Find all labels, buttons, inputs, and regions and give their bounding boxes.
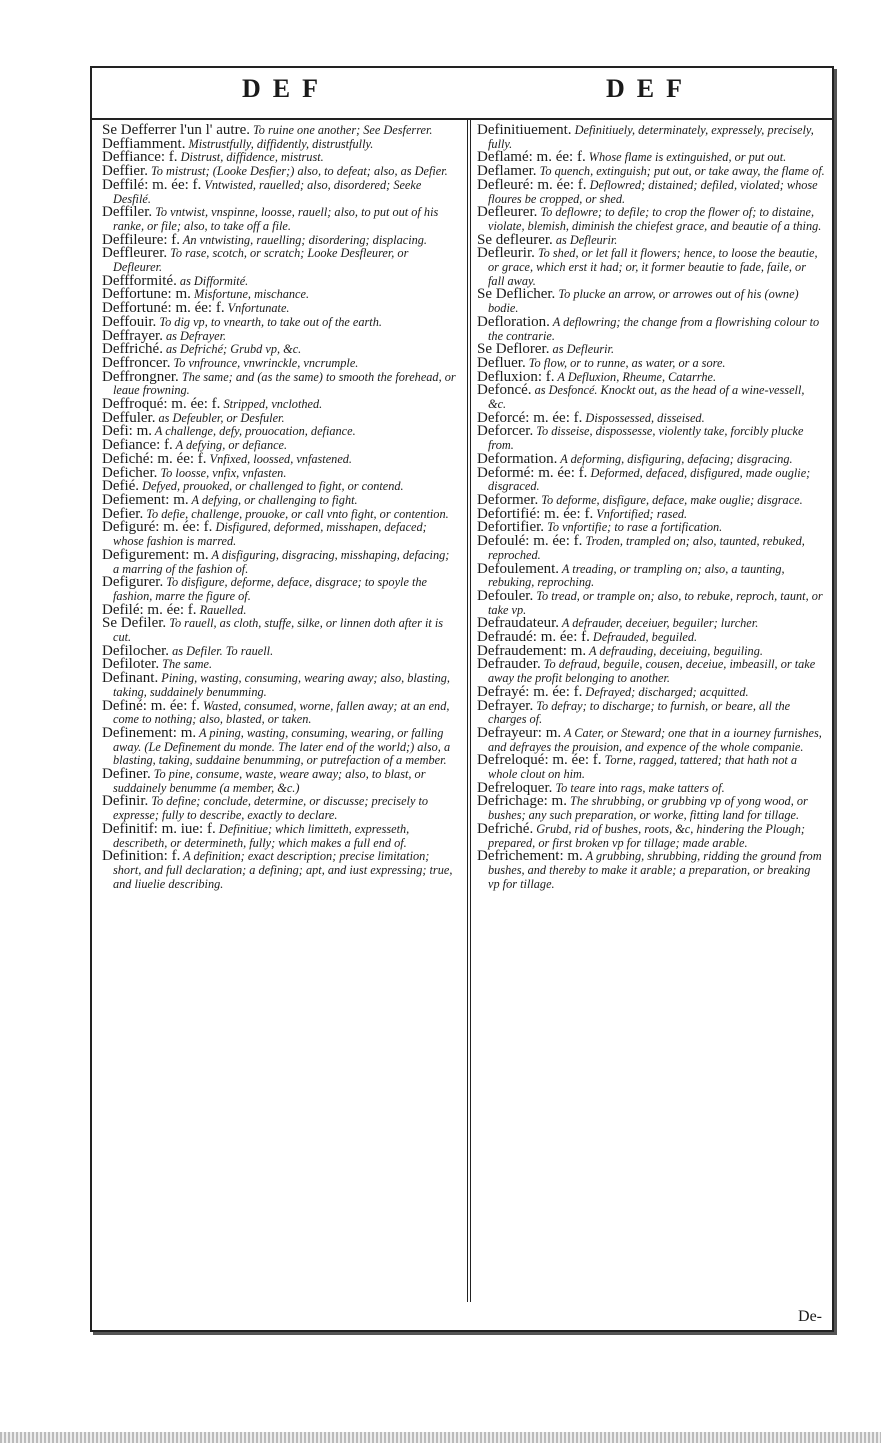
dictionary-entry: [477, 560, 825, 590]
dictionary-entry: [102, 247, 457, 274]
headword: Deffrayer.: [102, 327, 163, 344]
definition: Pining, wasting, consuming, wearing away; also, blasting, taking, suddainely benumming.: [113, 671, 450, 699]
definition: Deflowred; distained; defiled, violated; whose floures be cropped, or shed.: [488, 177, 818, 206]
dictionary-entry: [102, 850, 457, 891]
dictionary-entry: [102, 368, 457, 398]
headword: Defilocher.: [102, 642, 170, 659]
definition: Whose flame is extinguished, or put out.: [585, 150, 787, 165]
headword: Defreloquer.: [477, 779, 553, 796]
definition: as Desfoncé. Knockt out, as the head of a wine-vessell, &c.: [488, 383, 805, 412]
headword: Deforcé: m. ée: f.: [477, 409, 583, 426]
definition: To disseise, dispossesse, violently take, forcibly plucke from.: [488, 424, 804, 453]
definition: as Defleurir.: [549, 342, 615, 357]
headword: Deficher.: [102, 464, 158, 481]
definition: To teare into rags, make tatters of.: [552, 780, 725, 795]
definition: A Defluxion, Rheume, Catarrhe.: [554, 369, 717, 384]
headword: Defiché: m. ée: f.: [102, 450, 207, 467]
definition: Grubd, rid of bushes, roots, &c, hindering the Plough; prepared, or first broken vp for tillage; made arable.: [488, 821, 805, 850]
definition: Disfigured, deformed, misshapen, defaced; whose fashion is marred.: [113, 520, 427, 549]
definition: To ruine one another; See Desferrer.: [249, 123, 433, 137]
column-divider: [467, 120, 471, 1302]
definition: Wasted, consumed, worne, fallen away; at an end, come to nothing; also, blasted, or taken.: [113, 698, 450, 727]
headword: Defluxion: f.: [477, 368, 555, 385]
definition: A defying, or defiance.: [172, 438, 288, 453]
headword: Deffier.: [102, 163, 148, 180]
definition: A defrauding, deceiuing, beguiling.: [586, 643, 763, 658]
right-column: [477, 124, 825, 891]
dictionary-entry: [477, 247, 825, 288]
definition: as Difformité.: [176, 273, 249, 288]
definition: A defying, or challenging to fight.: [188, 492, 358, 507]
headword: Deformé: m. ée: f.: [477, 464, 588, 481]
headword: Defigurer.: [102, 574, 164, 591]
headword: Defleurir.: [477, 245, 535, 262]
headword: Definition: f.: [102, 848, 181, 865]
headword: Deffiamment.: [102, 135, 186, 152]
definition: To deflowre; to defile; to crop the flower of; to distaine, violate, blemish, diminish the chiefest grace, and beautie of a thing.: [488, 205, 822, 233]
headword: Deffriché.: [102, 341, 163, 358]
definition: To deforme, disfigure, deface, make ouglie; disgrace.: [538, 492, 803, 507]
headword: Deffortuné: m. ée: f.: [102, 300, 225, 317]
headword: Definitif: m. iue: f.: [102, 820, 216, 837]
headword: Deffuler.: [102, 409, 156, 426]
catchword: De-: [798, 1308, 822, 1325]
headword: Deffrongner.: [102, 368, 179, 385]
dictionary-entry: [477, 124, 825, 151]
dictionary-entry: [477, 658, 825, 685]
definition: A deflowring; the change from a flowrishing colour to the contrarie.: [488, 314, 820, 343]
headword: Deffiance: f.: [102, 149, 178, 166]
definition: A pining, wasting, consuming, wearing, or falling away. (Le Definement du monde. The later end of the world;) also, a blasting, taking, suddaine benumming, or putrefaction of a member.: [113, 725, 451, 768]
headword: Se defleurer.: [477, 231, 553, 248]
headword: Defrayeur: m.: [477, 724, 562, 741]
definition: Definitiuely, determinately, expressely, precisely, fully.: [488, 123, 814, 151]
dictionary-entry: [477, 343, 825, 357]
left-column: [102, 124, 457, 891]
definition: as Defeubler, or Desfuler.: [155, 410, 285, 425]
dictionary-entry: [477, 795, 825, 822]
headword: Defleurer.: [477, 204, 538, 221]
dictionary-entry: [102, 697, 457, 727]
dictionary-entry: [102, 521, 457, 548]
definition: Deformed, defaced, disfigured, made ouglie; disgraced.: [488, 465, 811, 494]
definition: To vnfrounce, vnwrinckle, vncrumple.: [170, 355, 359, 370]
headword: Defraudé: m. ée: f.: [477, 629, 590, 646]
headword: Defilé: m. ée: f.: [102, 601, 197, 618]
definition: To vntwist, vnspinne, loosse, rauell; also, to put out of his ranke, or file; also, to take off a file.: [113, 205, 439, 233]
headword: Definant.: [102, 670, 159, 687]
headword: Defraudement: m.: [477, 642, 587, 659]
headword: Deflamer.: [477, 163, 537, 180]
dictionary-entry: [477, 425, 825, 452]
definition: Misfortune, mischance.: [190, 287, 310, 302]
definition: To flow, or to runne, as water, or a sore.: [525, 355, 726, 370]
definition: The same; and (as the same) to smooth the forehead, or leaue frowning.: [113, 369, 456, 398]
page-frame: [90, 66, 834, 1332]
headword: Se Deflicher.: [477, 286, 556, 303]
headword: Defiguré: m. ée: f.: [102, 519, 213, 536]
definition: To rauell, as cloth, stuffe, silke, or linnen doth after it is cut.: [113, 616, 444, 645]
definition: To tread, or trample on; also, to rebuke, reproch, taunt, or take vp.: [488, 588, 823, 617]
headword: Se Defferrer l'un l' autre.: [102, 122, 250, 138]
dictionary-entry: [102, 206, 457, 233]
headword: Defiement: m.: [102, 491, 189, 508]
definition: To plucke an arrow, or arrowes out of his (owne) bodie.: [488, 287, 799, 316]
definition: Defrauded, beguiled.: [589, 630, 698, 645]
definition: A challenge, defy, prouocation, defiance.: [152, 424, 356, 439]
dictionary-entry: [477, 820, 825, 850]
definition: To defraud, beguile, cousen, deceiue, imbeasill, or take away the profit belonging to another.: [488, 657, 816, 686]
definition: Torne, ragged, tattered; that hath not a whole clout on him.: [488, 753, 798, 782]
headword: Definir.: [102, 793, 149, 810]
definition: Definitiue; which limitteth, expresseth, describeth, or determineth, fully; which makes a full end of.: [113, 821, 410, 850]
headword: Defrauder.: [477, 656, 541, 673]
headword: Defoncé.: [477, 382, 532, 399]
headword: Deffilé: m. ée: f.: [102, 176, 202, 193]
headword: Deffortune: m.: [102, 286, 191, 303]
definition: Dispossessed, disseised.: [582, 410, 705, 425]
definition: A Cater, or Steward; one that in a iourney furnishes, and defrayes the prouision, and expence of the whole companie.: [488, 725, 822, 754]
dictionary-entry: [102, 617, 457, 644]
headword: Deffroqué: m. ée: f.: [102, 396, 221, 413]
definition: To pine, consume, waste, weare away; also, to blast, or suddainely benumme (a member, &c.): [113, 767, 426, 795]
headword: Defrichement: m.: [477, 848, 583, 865]
dictionary-entry: [102, 768, 457, 795]
definition: To loosse, vnfix, vnfasten.: [157, 465, 287, 480]
headword: Defluer.: [477, 354, 526, 371]
headword: Defortifié: m. ée: f.: [477, 505, 594, 522]
definition: To quench, extinguish; put out, or take away, the flame of.: [536, 164, 825, 179]
definition: Troden, trampled on; also, taunted, rebuked, reproched.: [488, 534, 805, 562]
dictionary-entry: [102, 576, 457, 603]
definition: as Defrayer.: [162, 328, 227, 343]
definition: as Defiler. To rauell.: [169, 643, 274, 658]
definition: Mistrustfully, diffidently, distrustfully.: [185, 136, 374, 151]
definition: Vnfortunate.: [224, 301, 290, 316]
dictionary-entry: [477, 697, 825, 727]
headword: Deffleurer.: [102, 245, 168, 262]
definition: A treading, or trampling on; also, a taunting, rebuking, reproching.: [488, 561, 785, 590]
headword: Deffouir.: [102, 313, 157, 330]
definition: A defrauder, deceiuer, beguiler; lurcher.: [559, 616, 759, 631]
headword: Deffileure: f.: [102, 231, 181, 248]
headword: Defi: m.: [102, 423, 152, 440]
definition: A deforming, disfiguring, defacing; disgracing.: [557, 451, 793, 466]
definition: To shed, or let fall it flowers; hence, to loose the beautie, or grace, which erst it had; or, it former beautie to fade, faile, or fall away.: [488, 246, 818, 288]
headword: Se Deflorer.: [477, 341, 550, 358]
definition: Rauelled.: [196, 602, 247, 617]
headword: Defrayé: m. ée: f.: [477, 683, 583, 700]
header-right: DEF: [606, 74, 694, 103]
headword: Defrichage: m.: [477, 793, 567, 810]
headword: Deforcer.: [477, 423, 534, 440]
headword: Definitiuement.: [477, 122, 572, 138]
dictionary-entry: [477, 724, 825, 754]
dictionary-entry: [102, 795, 457, 822]
definition: Stripped, vnclothed.: [220, 397, 323, 412]
headword: Defriché.: [477, 820, 534, 837]
dictionary-entry: [102, 491, 457, 508]
definition: An vntwisting, rauelling; disordering; displacing.: [180, 232, 427, 247]
definition: To defray; to discharge; to furnish, or beare, all the charges of.: [488, 698, 791, 727]
definition: A disfiguring, disgracing, misshaping, defacing; a marring of the fashion of.: [113, 547, 450, 576]
headword: Deffformité.: [102, 272, 177, 289]
definition: as Defriché; Grubd vp, &c.: [162, 342, 302, 357]
headword: Definé: m. ée: f.: [102, 697, 200, 714]
headword: Definer.: [102, 766, 151, 783]
scan-edge: [0, 1432, 881, 1443]
dictionary-entry: [477, 850, 825, 891]
headword: Defraudateur.: [477, 615, 560, 632]
headword: Defigurement: m.: [102, 546, 209, 563]
definition: The shrubbing, or grubbing vp of yong wood, or bushes; any such preparation, or worke, fitting land for tillage.: [488, 794, 808, 823]
headword: Se Defiler.: [102, 615, 167, 632]
definition: To define; conclude, determine, or discusse; precisely to expresse; fully to describe, exactly to declare.: [113, 794, 429, 823]
headword: Defoulement.: [477, 560, 560, 577]
definition: To disfigure, deforme, deface, disgrace; to spoyle the fashion, marre the figure of.: [113, 575, 428, 603]
dictionary-entry: [477, 288, 825, 315]
definition: To dig vp, to vnearth, to take out of the earth.: [156, 314, 382, 329]
dictionary-entry: [477, 206, 825, 233]
definition: Vntwisted, rauelled; also, disordered; Seeke Desfilé.: [113, 177, 422, 206]
definition: To vnfortifie; to rase a fortification.: [544, 520, 723, 535]
dictionary-entry: [477, 176, 825, 206]
dictionary-entry: [102, 672, 457, 699]
headword: Definement: m.: [102, 724, 197, 741]
headword: Deformer.: [477, 491, 539, 508]
definition: Defyed, prouoked, or challenged to fight, or contend.: [139, 479, 404, 494]
headword: Defloration.: [477, 313, 550, 330]
headword: Deflamé: m. ée: f.: [477, 149, 586, 166]
definition: The same.: [159, 657, 213, 672]
headword: Defouler.: [477, 587, 534, 604]
dictionary-entry: [477, 535, 825, 562]
dictionary-entry: [102, 820, 457, 850]
definition: To rase, scotch, or scratch; Looke Desfleurer, or Defleurer.: [113, 246, 409, 275]
definition: A grubbing, shrubbing, ridding the ground from bushes, and thereby to make it arable; a preparation, or breaking vp for tillage.: [488, 849, 822, 891]
dictionary-entry: [477, 313, 825, 343]
definition: Vnfortified; rased.: [593, 506, 688, 521]
dictionary-entry: [477, 754, 825, 781]
definition: Distrust, diffidence, mistrust.: [177, 150, 324, 165]
definition: A definition; exact description; precise limitation; short, and full declaration; a defining; apt, and iust expressing; true, and liuelie describing.: [113, 849, 453, 891]
header-left: DEF: [242, 74, 330, 103]
dictionary-entry: [102, 176, 457, 206]
headword: Defier.: [102, 505, 144, 522]
headword: Deffiler.: [102, 204, 153, 221]
headword: Deffroncer.: [102, 354, 171, 371]
dictionary-entry: [477, 384, 825, 411]
dictionary-entry: [477, 587, 825, 617]
dictionary-entry: [102, 724, 457, 768]
dictionary-entry: [477, 464, 825, 494]
headword: Defoulé: m. ée: f.: [477, 533, 583, 550]
headword: Defleuré: m. ée: f.: [477, 176, 587, 193]
headword: Defortifier.: [477, 519, 545, 536]
dictionary-entry: [102, 546, 457, 576]
definition: Vnfixed, loossed, vnfastened.: [206, 451, 353, 466]
headword: Defiloter.: [102, 656, 160, 673]
headword: Defiance: f.: [102, 437, 173, 454]
definition: as Defleurir.: [552, 232, 618, 247]
headword: Defrayer.: [477, 697, 534, 714]
definition: To mistrust; (Looke Desfier;) also, to defeat; also, as Defier.: [147, 164, 448, 179]
headword: Defreloqué: m. ée: f.: [477, 752, 602, 769]
definition: To defie, challenge, prouoke, or call vnto fight, or contention.: [143, 506, 449, 521]
definition: Defrayed; discharged; acquitted.: [582, 684, 749, 699]
running-header: [92, 68, 832, 120]
headword: Defié.: [102, 478, 140, 495]
headword: Deformation.: [477, 450, 558, 467]
